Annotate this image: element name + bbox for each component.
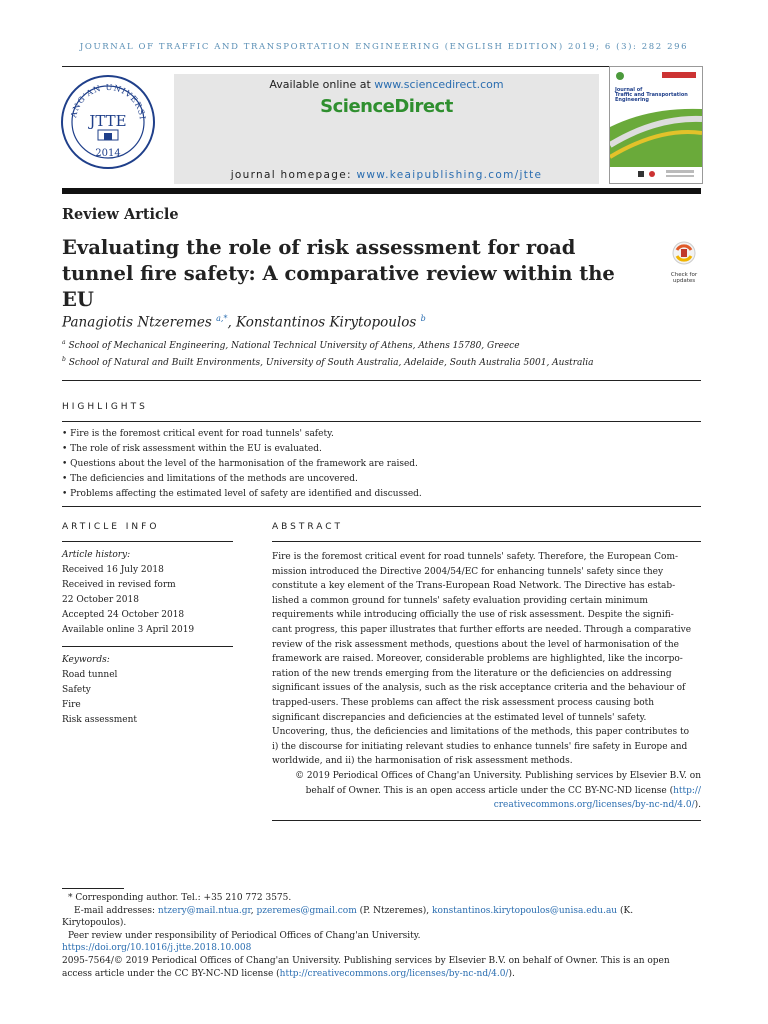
email-link-3[interactable]: konstantinos.kirytopoulos@unisa.edu.au [431,905,618,916]
article-history [62,548,194,638]
affiliation-b [62,356,594,368]
abstract-line: requirements while introducing officially the use of risk assessment. Despite the signifi- [272,610,674,621]
jtte-logo [60,74,156,170]
history-item: Available online 3 April 2019 [62,625,195,635]
abstract-heading: ABSTRACT [272,522,344,532]
abstract-license-link-part2[interactable]: creativecommons.org/licenses/by-nc-nd/4.0/ [493,800,695,811]
affiliation-a [62,339,520,351]
license-prefix: access article under the CC BY-NC-ND license ( [62,968,280,979]
email-link-1[interactable]: ntzery@mail.ntua.gr [157,905,251,916]
author-2-affiliation-mark[interactable]: b [420,314,426,323]
sciencedirect-link[interactable]: www.sciencedirect.com [374,78,504,91]
article-type: Review Article [62,206,179,223]
abstract-line: lished a common ground for tunnels' safety evaluation providing certain minimum [272,595,648,606]
svg-text:JTTE: JTTE [89,112,127,130]
abstract-license-link-part1[interactable]: http:// [673,785,701,796]
highlights-heading: HIGHLIGHTS [62,402,148,412]
keyword-item: Safety [62,685,91,695]
footnotes [62,892,701,980]
keyword-item: Fire [62,700,81,710]
journal-cover[interactable] [609,66,703,184]
check-updates-line1: Check for [670,272,698,278]
affiliations-rule [62,380,701,381]
article-history-label: Article history: [62,550,131,560]
abstract-line: ration of the new trends emerging from the literature or the deficiencies on addressing [272,668,672,679]
abstract-rule [272,541,701,542]
history-item: Received in revised form [62,580,176,590]
keyword-item: Road tunnel [62,670,118,680]
svg-text:2014: 2014 [95,148,121,159]
highlight-item: • Questions about the level of the harmonisation of the framework are raised. [62,459,418,469]
header-thick-rule [62,188,701,194]
affiliation-a-text: School of Mechanical Engineering, National Technical University of Athens, Athens 15780, Greece [68,341,520,351]
abstract-line: Fire is the foremost critical event for road tunnels' safety. Therefore, the European Com- [272,552,679,562]
license-line-1: 2095-7564/© 2019 Periodical Offices of Chang'an University. Publishing services by Elsevier B.V. on behalf of Owner. This is an open [62,955,670,966]
keyword-item: Risk assessment [62,715,138,725]
highlight-item: • The role of risk assessment within the EU is evaluated. [62,444,322,454]
check-updates-icon [666,240,702,268]
abstract-line: significant discrepancies and deficiencies at the estimated level of tunnels' safety. [272,712,647,723]
abstract-line: i) the discourse for initiating relevant studies to enhance tunnels' fire safety in Europe and [272,741,688,752]
highlight-item: • Fire is the foremost critical event for road tunnels' safety. [62,429,334,439]
license-link[interactable]: http://creativecommons.org/licenses/by-nc-nd/4.0/ [279,968,509,979]
abstract-copyright-line1: © 2019 Periodical Offices of Chang'an University. Publishing services by Elsevier B.V. on [295,770,701,781]
email-label: E-mail addresses: [74,905,158,916]
abstract-copyright-line2 [272,784,701,799]
abstract-line: constitute a key element of the Trans-European Road Network. The Directive has estab- [272,581,676,592]
highlight-item: • The deficiencies and limitations of the methods are uncovered. [62,474,358,484]
author-1-affiliation-mark[interactable]: a,* [216,314,228,323]
abstract-copyright-line3 [272,798,701,813]
abstract-copyright-prefix: behalf of Owner. This is an open access article under the CC BY-NC-ND license ( [305,785,674,796]
sciencedirect-brand: ScienceDirect [320,96,453,117]
corresponding-author: * Corresponding author. Tel.: +35 210 772 3575. [68,893,292,903]
history-item: Received 16 July 2018 [62,565,164,575]
abstract-line: cant progress, this paper illustrates that further efforts are needed. Through a comparative [272,624,692,635]
affiliation-b-text: School of Natural and Built Environments, University of South Australia, Adelaide, South Australia 5001, Australia [68,358,594,368]
abstract-line: framework are raised. Moreover, considerable problems are highlighted, like the incorpo- [272,654,683,665]
email-separator: , [250,905,257,916]
footnote-rule [62,888,124,889]
abstract-line: significant issues of the analysis, such as the risk acceptance criteria and the behaviour of [272,683,686,694]
highlights-list [62,427,422,502]
abstract-body [272,550,701,813]
abstract-line: worldwide, and ii) the harmonisation of risk assessment methods. [272,756,573,767]
sciencedirect-banner [174,74,599,184]
author-separator: , [227,314,237,331]
email-link-2[interactable]: pzeremes@gmail.com [256,905,357,916]
abstract-bottom-rule [272,820,701,821]
author-1: Panagiotis Ntzeremes [62,314,212,331]
check-updates-line2: updates [672,278,696,284]
doi-link[interactable]: https://doi.org/10.1016/j.jtte.2018.10.008 [62,943,252,954]
history-item: Accepted 24 October 2018 [62,610,185,620]
abstract-line: trapped-users. These problems can affect the risk assessment process causing both [272,697,655,708]
authors [62,314,426,331]
homepage-link[interactable]: www.keaipublishing.com/jtte [356,169,543,181]
homepage-prefix: journal homepage: [230,169,357,181]
svg-text:Journal of Traffic and T: Journal of Traffic and Transportation Engineering [615,87,688,103]
email-owner-1: (P. Ntzeremes), [356,905,432,916]
abstract-line: Uncovering, thus, the deficiencies and limitations of the methods, this paper contributes to [272,727,690,738]
abstract-line: mission introduced the Directive 2004/54/EC for enhancing tunnels' safety since they [272,566,664,577]
journal-homepage [174,169,599,181]
license-line-2 [62,968,701,981]
available-prefix: Available online at [269,78,375,91]
journal-header: JOURNAL OF TRAFFIC AND TRANSPORTATION ENGINEERING (ENGLISH EDITION) 2019; 6 (3): 282 296 [79,42,689,52]
available-online [174,78,599,91]
highlights-rule-bottom [62,506,701,507]
article-title: Evaluating the role of risk assessment for road tunnel fire safety: A comparative review within the EU [62,236,615,311]
license-suffix: ). [508,968,515,979]
email-owner-2-continued: Kirytopoulos). [62,918,127,929]
keywords [62,653,137,728]
history-item: 22 October 2018 [62,595,139,605]
top-rule [62,66,610,67]
highlight-item: • Problems affecting the estimated level of safety are identified and discussed. [62,489,422,499]
peer-review-note: Peer review under responsibility of Periodical Offices of Chang'an University. [68,930,421,941]
history-rule [62,646,233,647]
check-for-updates-badge[interactable] [666,240,702,284]
abstract-line: review of the risk assessment methods, questions about the level of harmonisation of the [272,639,679,650]
email-owner-2: (K. [617,905,634,916]
article-info-heading: ARTICLE INFO [62,522,160,532]
svg-text:CHANG'AN UNIVERSITY: ANG'AN UNIVERSI [69,82,147,121]
affiliation-a-mark: a [62,339,66,346]
author-2: Konstantinos Kirytopoulos [236,314,417,331]
keywords-label: Keywords: [62,655,110,665]
affiliation-b-mark: b [62,356,66,363]
highlights-rule-top [62,421,701,422]
email-addresses [62,905,701,918]
abstract-copyright-suffix: ). [694,800,701,811]
article-info-rule [62,541,233,542]
